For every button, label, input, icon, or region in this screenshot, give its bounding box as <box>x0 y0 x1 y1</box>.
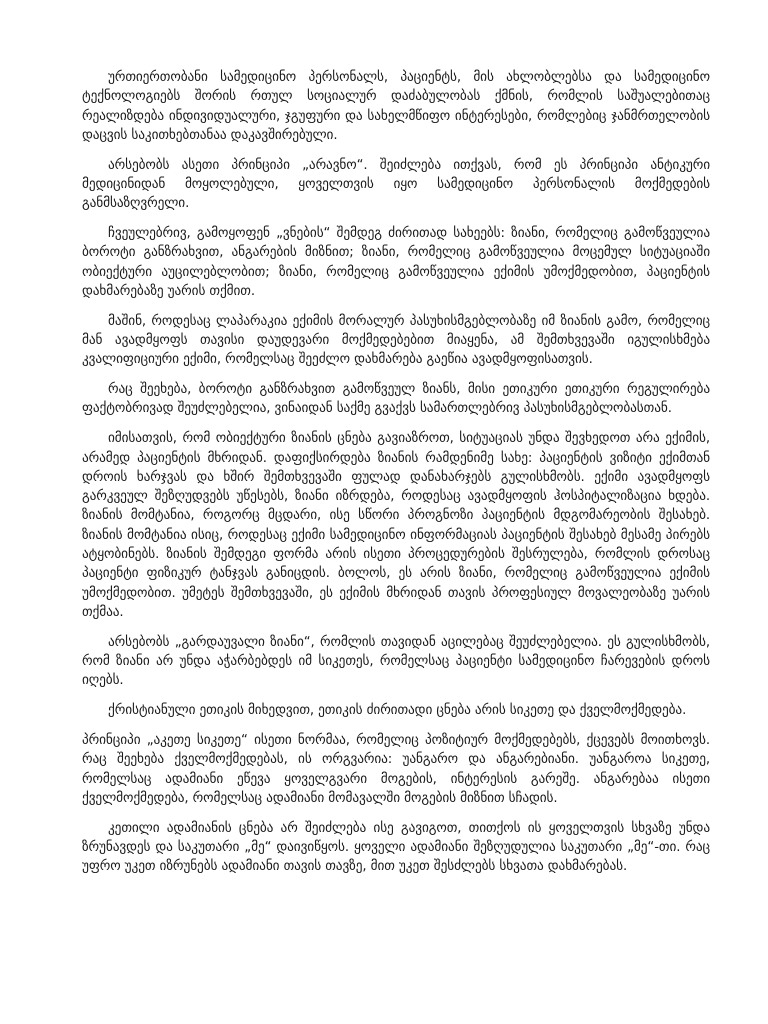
paragraph: ჩვეულებრივ, გამოყოფენ „ვნების“ შემდეგ ძირითად სახეებს: ზიანი, რომელიც გამოწვეულია ბოროტი განზრახვით, ანგარების მიზნით; ზიანი, რომელიც გამოწვეულია მოცემულ სიტუაციაში ობიექტური აუცილებლობით; ზიანი, რომელიც გამოწვეულია ექიმის უმოქმედობით, პაციენტის დახმარებაზე უარის თქმით. <box>82 226 710 299</box>
paragraph: არსებობს „გარდაუვალი ზიანი“, რომლის თავიდან აცილებაც შეუძლებელია. ეს გულისხმობს, რომ ზიანი არ უნდა აჭარბებდეს იმ სიკეთეს, რომელსაც პაციენტი სამედიცინო ჩარევების დროს იღებს. <box>82 634 710 689</box>
paragraph: იმისათვის, რომ ობიექტური ზიანის ცნება გავიაზროთ, სიტუაციას უნდა შევხედოთ არა ექიმის, არამედ პაციენტის მხრიდან. დაფიქსირდება ზიანის რამდენიმე სახე: პაციენტის ვიზიტი ექიმთან დროის ხარჯვას და ხშირ შემთხვევაში ფულად დანახარჯებს გულისხმობს. ექიმი ავადმყოფს გარკვეულ შეზღუდვებს უწესებს, ზიანი იზრდება, როდესაც ავადმყოფის ჰოსპიტალიზაცია ხდება. ზიანის მომტანია, როგორც მცდარი, ისე სწორი პროგნოზი პაციენტის მდგომარეობის შესახებ. ზიანის მომტანია ისიც, როდესაც ექიმი სამედიცინო ინფორმაციას პაციენტის შესახებ მესამე პირებს ატყობინებს. ზიანის შემდეგი ფორმა არის ისეთი პროცედურების შესრულება, რომლის დროსაც პაციენტი ფიზიკურ ტანჯვას განიცდის. ბოლოს, ეს არის ზიანი, რომელიც გამოწვეულია ექიმის უმოქმედობით. უმეტეს შემთხვევაში, ეს ექიმის მხრიდან თავის პროფესიულ მოვალეობაზე უარის თქმაა. <box>82 431 710 620</box>
paragraph: მაშინ, როდესაც ლაპარაკია ექიმის მორალურ პასუხისმგებლობაზე იმ ზიანის გამო, რომელიც მან ავადმყოფს თავისი დაუდევარი მოქმედებებით მიაყენა, ამ შემთხვევაში იგულისხმება კვალიფიციური ექიმი, რომელსაც შეეძლო დახმარება გაეწია ავადმყოფისათვის. <box>82 313 710 368</box>
paragraph: კეთილი ადამიანის ცნება არ შეიძლება ისე გავიგოთ, თითქოს ის ყოველთვის სხვაზე უნდა ზრუნავდეს და საკუთარი „მე“ დაივიწყოს. ყოველი ადამიანი შეზღუდულია საკუთარი „მე“-თი. რაც უფრო უკეთ იზრუნებს ადამიანი თავის თავზე, მით უკეთ შესძლებს სხვათა დახმარებას. <box>82 820 710 875</box>
paragraph: რაც შეეხება, ბოროტი განზრახვით გამოწვეულ ზიანს, მისი ეთიკური ეთიკური რეგულირება ფაქტობრივად შეუძლებელია, ვინაიდან საქმე გვაქვს სამართლებრივ პასუხისმგებლობასთან. <box>82 382 710 417</box>
paragraph: ქრისტიანული ეთიკის მიხედვით, ეთიკის ძირითადი ცნება არის სიკეთე და ქველმოქმედება. <box>108 703 687 719</box>
paragraph: პრინციპი „აკეთე სიკეთე“ ისეთი ნორმაა, რომელიც პოზიტიურ მოქმედებებს, ქცევებს მოითხოვს. რაც შეეხება ქველმოქმედებას, ის ორგვარია: უანგარო და ანგარებიანი. უანგაროა სიკეთე, რომელსაც ადამიანი ეწევა ყოველგვარი მოგების, ინტერესის გარეშე. ანგარებაა ისეთი ქველმოქმედება, რომელსაც ადამიანი მომავალში მოგების მიზნით სჩადის. <box>82 732 710 806</box>
paragraph: არსებობს ასეთი პრინციპი „არავნო“. შეიძლება ითქვას, რომ ეს პრინციპი ანტიკური მედიცინიდან მოყოლებული, ყოველთვის იყო სამედიცინო პერსონალის მოქმედების განმსაზღვრელი. <box>82 157 710 212</box>
paragraph: ურთიერთობანი სამედიცინო პერსონალს, პაციენტს, მის ახლობლებსა და სამედიცინო ტექნოლოგიებს შორის რთულ სოციალურ დაძაბულობას ქმნის, რომლის საშუალებითაც რეალიზდება ინდივიდუალური, ჯგუფური და სახელმწიფო ინტერესები, რომლებიც ჯანმრთელობის დაცვის საკითხებთანაა დაკავშირებული. <box>82 70 710 143</box>
